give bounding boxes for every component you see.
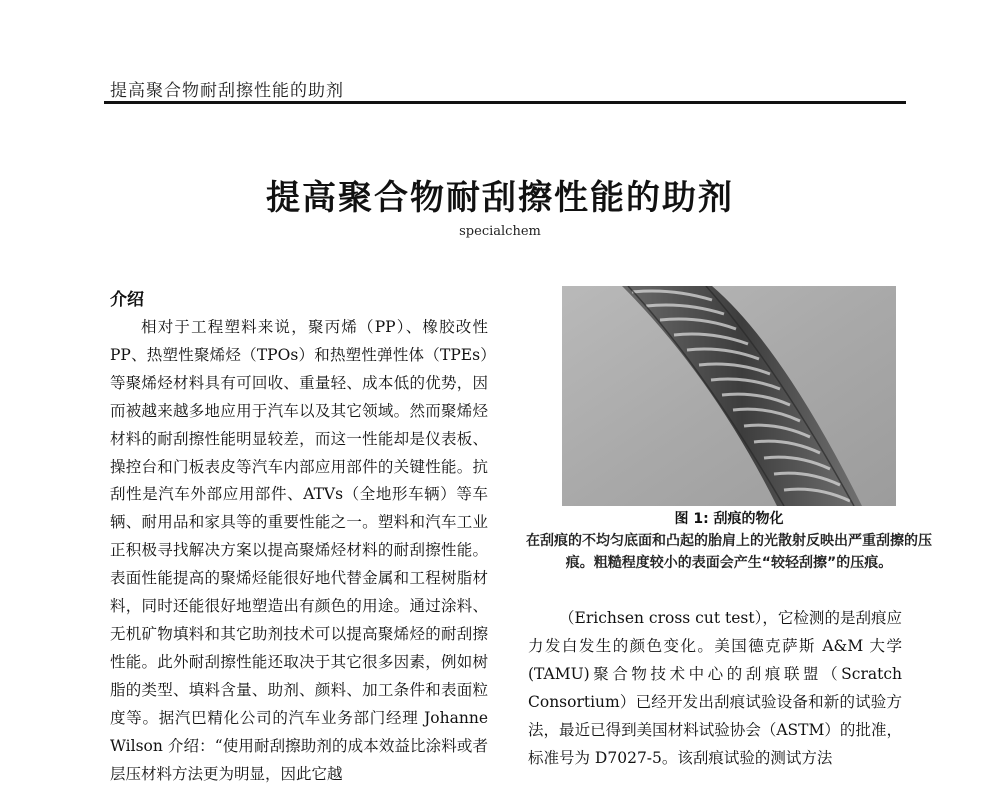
body-paragraph-right: （Erichsen cross cut test），它检测的是刮痕应力发白发生的颜色变化。美国德克萨斯 A&M 大学(TAMU)聚合物技术中心的刮痕联盟（Scratch Consortium）已经开发出刮痕试验设备和新的试验方法，最近已得到美国材料试验协会（ASTM）的批准，标准号为 D7027-5。该刮痕试验的测试方法 [528,609,902,767]
scratch-photo [562,286,896,506]
section-heading: 介绍 [110,290,144,310]
figure-title: 图 1: 刮痕的物化 [674,511,784,527]
figure-description: 在刮痕的不均匀底面和凸起的胎肩上的光散射反映出严重刮擦的压痕。粗糙程度较小的表面会产生“较轻刮擦”的压痕。 [526,533,932,571]
header-rule [104,101,906,104]
body-paragraph-left: 相对于工程塑料来说，聚丙烯（PP）、橡胶改性 PP、热塑性聚烯烃（TPOs）和热塑性弹性体（TPEs）等聚烯烃材料具有可回收、重量轻、成本低的优势，因而被越来越多地应用于汽车以及其它领域。然而聚烯烃材料的耐刮擦性能明显较差，而这一性能却是仪表板、操控台和门板表皮等汽车内部应用部件的关键性能。抗刮性是汽车外部应用部件、ATVs（全地形车辆）等车辆、耐用品和家具等的重要性能之一。塑料和汽车工业正积极寻找解决方案以提高聚烯烃材料的耐刮擦性能。表面性能提高的聚烯烃能很好地代替金属和工程树脂材料，同时还能很好地塑造出有颜色的用途。通过涂料、无机矿物填料和其它助剂技术可以提高聚烯烃的耐刮擦性能。此外耐刮擦性能还取决于其它很多因素，例如树脂的类型、填料含量、助剂、颜料、加工条件和表面粒度等。据汽巴精化公司的汽车业务部门经理 Johanne Wilson 介绍：“使用耐刮擦助剂的成本效益比涂料或者层压材料方法更为明显，因此它越 [110,318,488,783]
article-title: 提高聚合物耐刮擦性能的助剂 [266,178,734,218]
article-source: specialchem [459,224,541,239]
body-column-right [528,605,902,772]
figure-caption [522,508,936,574]
running-header: 提高聚合物耐刮擦性能的助剂 [110,81,344,101]
body-column-left [110,314,488,788]
